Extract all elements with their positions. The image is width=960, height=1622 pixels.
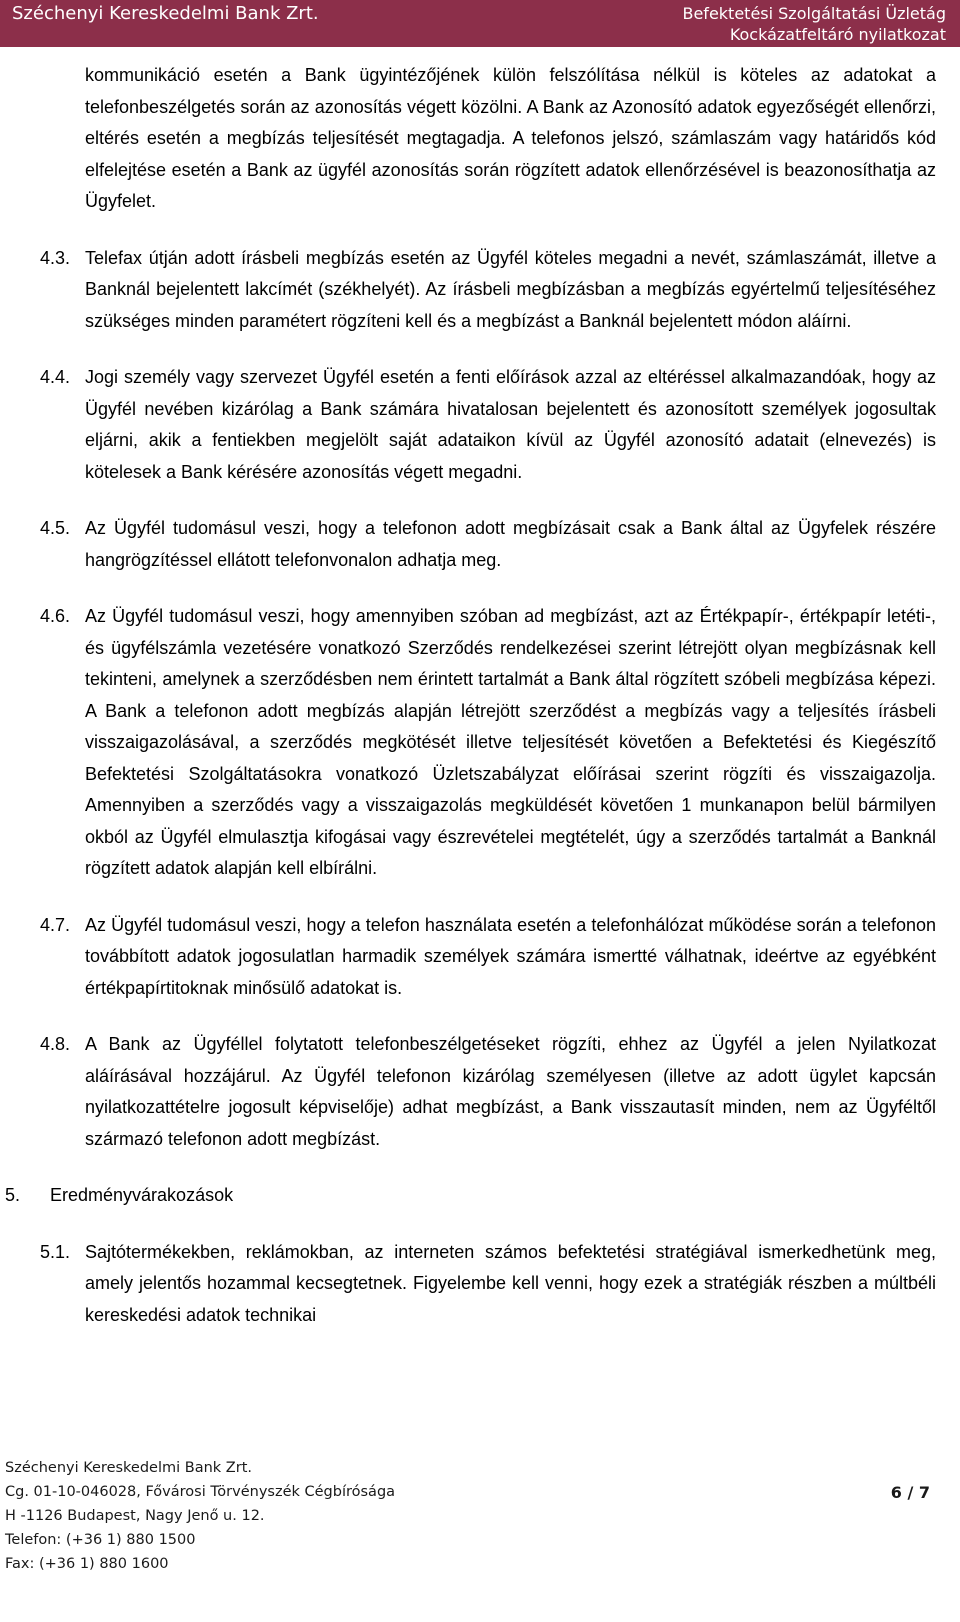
paragraph-text: Sajtótermékekben, reklámokban, az interneten számos befektetési stratégiával ismerkedhetünk meg, amely jelentős hozammal kecsegtetnek. Figyelembe kell venni, hogy ezek a stratégiák részben a múltbéli kereskedési adatok technikai <box>85 1241 936 1325</box>
header-doc-title-line2: Kockázatfeltáró nyilatkozat <box>729 25 946 44</box>
paragraph-text: Az Ügyfél tudomásul veszi, hogy amennyiben szóban ad megbízást, azt az Értékpapír-, értékpapír letéti-, és ügyfélszámla vezetésére vonatkozó Szerződés rendelkezései szerint létrejött olyan megbízásnak kell tekinteni, amelynek a szerződésben nem érintett tartalmát a Bank által rögzített szóbeli megbízása képezi. A Bank a telefonon adott megbízás alapján létrejött szerződést a megbízás vagy a teljesítés írásbeli visszaigazolásával, a szerződés megkötését illetve teljesítését követően a Befektetési és Kiegészítő Befektetési Szolgáltatásokra vonatkozó Üzletszabályzat előírásai szerint rögzíti és visszaigazolja. Amennyiben a szerződés vagy a visszaigazolás megküldését követően 1 munkanapon belül bármilyen okból az Ügyfél elmulasztja kifogásai vagy észrevételei megtételét, úgy a szerződés tartalmát a Banknál rögzített adatok alapján kell elbírálni. <box>85 606 936 878</box>
header-doc-title-line1: Befektetési Szolgáltatási Üzletág <box>682 4 946 23</box>
paragraph-number: 4.6. <box>40 606 71 626</box>
paragraph-number: 4.8. <box>40 1034 71 1054</box>
paragraph-number: 5.1. <box>40 1241 71 1262</box>
footer-company: Széchenyi Kereskedelmi Bank Zrt. <box>5 1460 252 1476</box>
footer-registry: Cg. 01-10-046028, Fővárosi Törvényszék Cégbírósága <box>5 1484 396 1500</box>
document-body <box>0 60 960 1356</box>
page-footer <box>5 1456 955 1576</box>
paragraph-number: 4.5. <box>40 518 71 538</box>
paragraph-text: Telefax útján adott írásbeli megbízás esetén az Ügyfél köteles megadni a nevét, számlaszámát, illetve a Banknál bejelentett lakcímét (székhelyét). Az írásbeli megbízásban a megbízás egyértelmű teljesítéséhez szükséges minden paramétert rögzíteni kell és a megbízást a Banknál bejelentett módon aláírni. <box>85 247 936 331</box>
paragraph-text: Jogi személy vagy szervezet Ügyfél esetén a fenti előírások azzal az eltéréssel alkalmazandóak, hogy az Ügyfél nevében kizárólag a Bank számára hivatalosan bejelentett és azonosított személyek jogosultak eljárni, akik a fentiekben megjelölt saját adataikon kívül az Ügyfél azonosító adatait (elnevezés) is kötelesek a Bank kérésére azonosítás végett megadni. <box>85 367 936 482</box>
section-heading <box>0 1180 960 1212</box>
footer-fax: Fax: (+36 1) 880 1600 <box>5 1556 169 1572</box>
paragraph-text: A Bank az Ügyféllel folytatott telefonbeszélgetéseket rögzíti, ehhez az Ügyfél a jelen Nyilatkozat aláírásával hozzájárul. Az Ügyfél telefonon kizárólag személyesen (illetve az adott ügylet kapcsán nyilatkozattételre jogosult képviselője) adhat megbízást, a Bank visszautasít minden, nem az Ügyféltől származó telefonon adott megbízást. <box>85 1034 936 1149</box>
paragraph-number: 4.3. <box>40 247 71 268</box>
paragraph-5-1 <box>0 1237 960 1332</box>
paragraph-4-8 <box>0 1029 960 1155</box>
paragraph-4-5 <box>0 513 960 576</box>
section-title: Eredményvárakozások <box>50 1185 234 1205</box>
paragraph-number: 4.7. <box>40 914 71 935</box>
paragraph-number: 4.4. <box>40 367 71 387</box>
footer-address: H -1126 Budapest, Nagy Jenő u. 12. <box>5 1508 265 1524</box>
paragraph-4-3 <box>0 243 960 338</box>
header-doc-title <box>682 3 946 45</box>
continuation-paragraph: kommunikáció esetén a Bank ügyintézőjének külön felszólítása nélkül is köteles az adatokat a telefonbeszélgetés során az azonosítás végett közölni. A Bank az Azonosító adatok egyezőségét ellenőrzi, eltérés esetén a megbízás teljesítését megtagadja. A telefonos jelszó, számlaszám vagy határidős kód elfelejtése esetén a Bank az ügyfél azonosítás során rögzített adatok ellenőrzésével is beazonosíthatja az Ügyfelet. <box>85 65 936 211</box>
paragraph-text: Az Ügyfél tudomásul veszi, hogy a telefon használata esetén a telefonhálózat működése során a telefonon továbbított adatok jogosulatlan harmadik személyek számára ismertté válhatnak, ideértve az egyébként értékpapírtitoknak minősülő adatokat is. <box>85 914 936 998</box>
paragraph-4-6 <box>0 601 960 885</box>
section-number: 5. <box>5 1185 21 1205</box>
paragraph-4-7 <box>0 910 960 1005</box>
paragraph-text: Az Ügyfél tudomásul veszi, hogy a telefonon adott megbízásait csak a Bank által az Ügyfelek részére hangrögzítéssel ellátott telefonvonalon adhatja meg. <box>85 518 936 570</box>
page-header <box>0 0 960 47</box>
footer-phone: Telefon: (+36 1) 880 1500 <box>5 1532 196 1548</box>
page-number: 6 / 7 <box>890 1483 930 1502</box>
header-company: Széchenyi Kereskedelmi Bank Zrt. <box>12 3 319 24</box>
paragraph-4-4 <box>0 362 960 488</box>
